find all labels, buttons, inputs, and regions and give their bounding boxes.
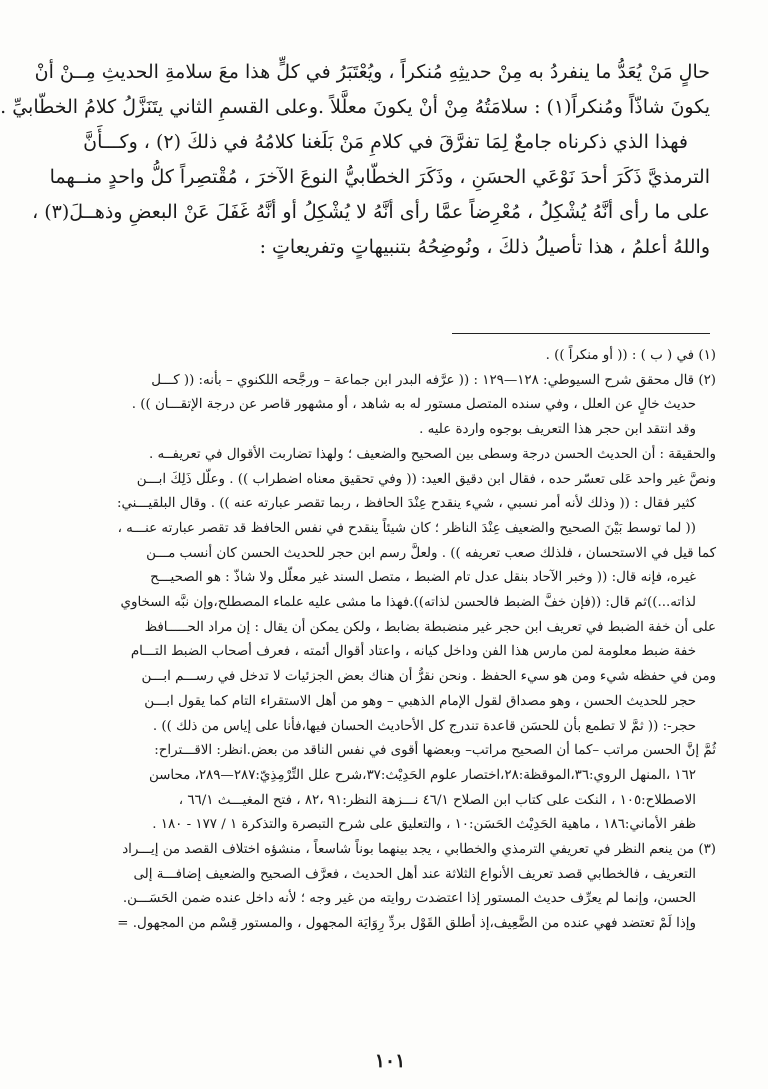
- footnotes: [66, 344, 716, 937]
- footnote-line: كثير فقال : (( وذلك لأنه أمر نسبي ، شيء ينقدح عِنْدَ الحافظ ، ربما تقصر عبارته عنه )) . وقال البلقيـــني:: [116, 496, 696, 512]
- footnote-line: خفة ضبط معلومة لمن مارس هذا الفن وداخل كيانه ، واعتاد أقوال أئمته ، فعرف أصحاب الضبط التـــام: [130, 644, 696, 660]
- main-text-line: يكونَ شاذّاً ومُنكراً(١) : سلامَتُهُ مِنْ أنْ يكونَ معلَّلاً .وعلى القسمِ الثاني يتَنَزَّلُ كلامُ الخطّابيِّ .: [0, 96, 710, 118]
- footnote-line: حجر للحديث الحسن ، وهو مصداق لقول الإمام الذهبي – وهو من أهل الاستقراء التام كما يقول ابـــن: [144, 693, 696, 709]
- footnote-line: (٣) من ينعم النظر في تعريفي الترمذي والخطابي ، يجد بينهما بوناً شاسعاً ، منشؤه اختلاف القصد من إيـــراد: [122, 842, 716, 858]
- footnote-line: وإذا لَمْ تعتضد فهي عنده من الضَّعِيف،إذ أطلق القَوْل بردِّ رِوَايَة المجهول ، والمستور قِسْم من المجهول. =: [117, 916, 696, 932]
- footnote-line: كما قيل في الاستحسان ، فلذلك صعب تعريفه )) . ولعلَّ رسم ابن حجر للحديث الحسن كان أنسب مـــن: [146, 545, 716, 561]
- footnote-line: حديث خالٍ عن العلل ، وفي سنده المتصل مستور له به شاهد ، أو مشهور قاصر عن درجة الإتقـــان )) .: [131, 397, 696, 413]
- main-text-line: واللهُ أعلمُ ، هذا تأصيلُ ذلكَ ، ونُوضِحُهُ بتنبيهاتٍ وتفريعاتٍ :: [259, 236, 710, 258]
- footnote-line: ومن في حفظه شيء ومن هو سيء الحفظ . ونحن نقرُّ أن هناك بعض الجزئيات لا تدخل في رســـم ابـــن: [141, 669, 716, 685]
- main-text-line: فهذا الذي ذكرناه جامعٌ لِمَا تفرَّقَ في كلامِ مَنْ بَلَغنا كلامُهُ في ذلكَ (٢) ، وكـــأَنَّ: [83, 131, 688, 153]
- footnote-line: التعريف ، فالخطابي قصد تعريف الأنواع الثلاثة عند أهل الحديث ، فعرَّف الصحيح والضعيف إضافـــة إلى: [133, 866, 696, 882]
- footnote-line: ظفر الأماني:١٨٦ ، ماهية الحَدِيْث الحَسَن:١٠ ، والتعليق على شرح التبصرة والتذكرة ١ / ١٧٧ - ١٨٠ .: [152, 817, 696, 833]
- footnote-line: والحقيقة : أن الحديث الحسن درجة وسطى بين الصحيح والضعيف ؛ ولهذا تضاربت الأقوال في تعريفــه .: [149, 446, 716, 462]
- footnote-line: الاصطلاح:١٠٥ ، النكت على كتاب ابن الصلاح ٤٦/١ نـــزهة النظر:٩١ ،٨٢ ، فتح المغيـــث ٦٦/١ ،: [178, 792, 696, 808]
- main-text-line: على ما رأى أنَّهُ يُشْكِلُ ، مُعْرِضاً عمَّا رأى أنَّهُ لا يُشْكِلُ أو أنَّهُ غَفَلَ عَنْ البعضِ وذهــلَ(٣) ،: [32, 201, 710, 223]
- main-text-line: حالٍ مَنْ يُعَدُّ ما ينفردُ به مِنْ حديثِهِ مُنكراً ، ويُعْتَبَرُ في كلٍّ هذا معَ سلامةِ الحديثِ مِــنْ أنْ: [34, 61, 710, 83]
- footnote-line: (١) في ( ب ) : (( أو منكراً )) .: [545, 348, 716, 363]
- footnote-line: الحسن، وإنما لم يعرِّف حديث المستور إذا اعتضدت روايته من غير وجه ؛ لأنه داخل عنده ضمن الحَسَـــن.: [122, 891, 696, 907]
- footnote-line: ثُمَّ إنَّ الحسن مراتب –كما أن الصحيح مراتب– وبعضها أقوى في نفس الناقد من بعض.انظر: الاقـــتراح:: [154, 743, 716, 759]
- footnote-line: (٢) قال محقق شرح السيوطي: ١٢٨—١٢٩ : (( عرَّفه البدر ابن جماعة – ورجَّحه اللكنوي – بأنه: (( كـــل: [151, 372, 716, 388]
- footnote-line: ١٦٢ ،المنهل الروي:٣٦،الموقظة:٢٨،اختصار علوم الحَدِيْث:٣٧،شرح علل التِّرْمِذِيّ:٢٨٧—٢٨٩، محاسن: [148, 767, 696, 783]
- footnote-line: حجر-: (( ثمَّ لا تطمع بأن للحسَن قاعدة تندرج كل الأحاديث الحسان فيها،فأنا على إياس من ذلك )) .: [152, 718, 696, 734]
- footnote-line: ونصَّ غير واحد عَلى تعسّر حده ، فقال ابن دقيق العيد: (( وفي تحقيق معناه اضطراب )) . وعلّل ذَلِكَ ابـــن: [136, 471, 716, 487]
- main-text-line: الترمذيَّ ذَكَرَ أحدَ نَوْعَي الحسَنِ ، وذَكَرَ الخطّابيُّ النوعَ الآخرَ ، مُقْتصِراً كلُّ واحدٍ منــهما: [49, 166, 710, 188]
- footnote-line: على أن خفة الضبط في تعريف ابن حجر غير منضبطة بضابط ، ولكن يمكن أن يقال : إن مراد الحـــــافظ: [144, 619, 716, 635]
- main-text: [0, 55, 710, 265]
- footnote-separator: [452, 333, 710, 334]
- footnote-line: (( لما توسط بَيْنَ الصحيح والضعيف عِنْدَ الناظر ؛ كان شيئاً ينقدح في نفس الحافظ قد تقصر عبارته عنـــه ،: [117, 520, 696, 536]
- footnote-line: لذاته...))ثم قال: ((فإن خفَّ الضبط فالحسن لذاته)).فهذا ما مشى عليه علماء المصطلح،وإن نبَّه السخاوي: [120, 595, 696, 611]
- footnote-line: وقد انتقد ابن حجر هذا التعريف بوجوه واردة عليه .: [419, 422, 696, 438]
- footnote-line: غيره، فإنه قال: (( وخبر الآحاد بنقل عدل تام الضبط ، متصل السند غير معلّل ولا شاذّ : هو الصحيـــح: [150, 570, 696, 586]
- page-number: ١٠١: [374, 1050, 406, 1072]
